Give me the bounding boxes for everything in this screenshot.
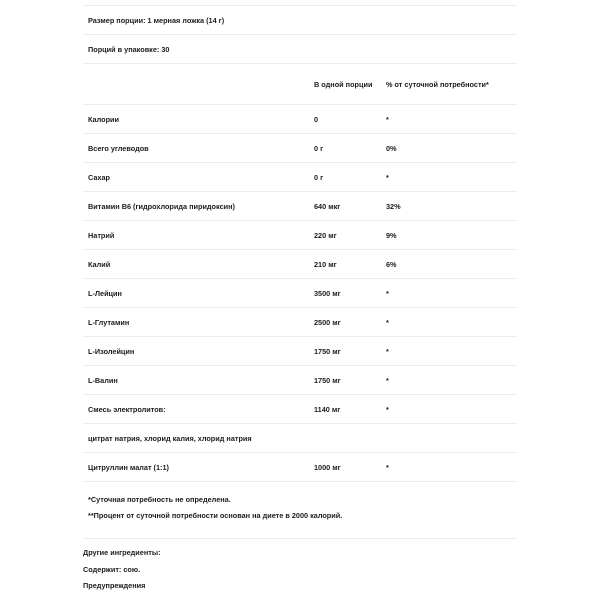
footnote-daily-value-basis: **Процент от суточной потребности основан на диете в 2000 калорий. (88, 511, 343, 520)
nutrient-name: Смесь электролитов: (88, 404, 166, 414)
nutrient-name: L-Глутамин (88, 317, 130, 327)
allergen-contains: Содержит: сою. (83, 564, 141, 574)
nutrient-dv: * (386, 288, 389, 298)
footnote-not-established: *Суточная потребность не определена. (88, 495, 231, 504)
table-row (83, 336, 517, 365)
nutrient-dv: 6% (386, 259, 397, 269)
table-row (83, 104, 517, 133)
servings-per-container: Порций в упаковке: 30 (88, 44, 170, 54)
nutrient-name: Цитруллин малат (1:1) (88, 462, 169, 472)
nutrient-amount: 1140 мг (314, 404, 341, 414)
table-row (83, 220, 517, 249)
table-row (83, 249, 517, 278)
nutrient-amount: 2500 мг (314, 317, 341, 327)
nutrient-amount: 0 (314, 114, 319, 124)
nutrient-name: Витамин B6 (гидрохлорида пиридоксин) (88, 201, 235, 211)
footnotes (83, 481, 517, 538)
other-info (83, 548, 161, 598)
nutrient-amount: 1000 мг (314, 462, 341, 472)
table-row (83, 278, 517, 307)
nutrient-amount: 0 г (314, 143, 324, 153)
nutrient-name: L-Изолейцин (88, 346, 135, 356)
nutrient-name: Калории (88, 114, 120, 124)
table-row (83, 394, 517, 423)
serving-size: Размер порции: 1 мерная ложка (14 г) (88, 15, 225, 25)
table-row (83, 423, 517, 452)
header-daily-value: % от суточной потребности* (386, 79, 489, 89)
nutrient-dv: * (386, 462, 389, 472)
table-header-row (83, 63, 517, 104)
nutrient-name: L-Лейцин (88, 288, 122, 298)
nutrient-amount: 3500 мг (314, 288, 341, 298)
supplement-facts-table (83, 0, 517, 539)
other-ingredients-label: Другие ингредиенты: (83, 548, 161, 557)
table-row (83, 452, 517, 481)
table-row (83, 133, 517, 162)
nutrient-name: Всего углеводов (88, 143, 149, 153)
serving-size-row (83, 5, 517, 34)
nutrient-name: L-Валин (88, 375, 118, 385)
nutrient-name: Сахар (88, 172, 110, 182)
nutrient-amount: 640 мкг (314, 201, 341, 211)
nutrient-amount: 1750 мг (314, 375, 341, 385)
table-row (83, 307, 517, 336)
nutrient-dv: * (386, 404, 389, 414)
nutrient-dv: * (386, 346, 389, 356)
nutrient-amount: 1750 мг (314, 346, 341, 356)
header-per-serving: В одной порции (314, 79, 373, 89)
nutrient-dv: 0% (386, 143, 397, 153)
nutrient-amount: 210 мг (314, 259, 337, 269)
nutrient-dv: 9% (386, 230, 397, 240)
nutrient-dv: 32% (386, 201, 401, 211)
nutrient-dv: * (386, 114, 389, 124)
nutrient-dv: * (386, 317, 389, 327)
nutrient-name: Натрий (88, 230, 115, 240)
nutrient-dv: * (386, 375, 389, 385)
table-row (83, 191, 517, 220)
table-row (83, 162, 517, 191)
nutrient-name: цитрат натрия, хлорид калия, хлорид натрия (88, 433, 252, 443)
warnings-heading: Предупреждения (83, 581, 146, 590)
nutrient-name: Калий (88, 259, 111, 269)
nutrient-dv: * (386, 172, 389, 182)
nutrient-amount: 0 г (314, 172, 324, 182)
table-row (83, 365, 517, 394)
nutrient-amount: 220 мг (314, 230, 337, 240)
servings-per-container-row (83, 34, 517, 63)
divider (83, 538, 517, 539)
